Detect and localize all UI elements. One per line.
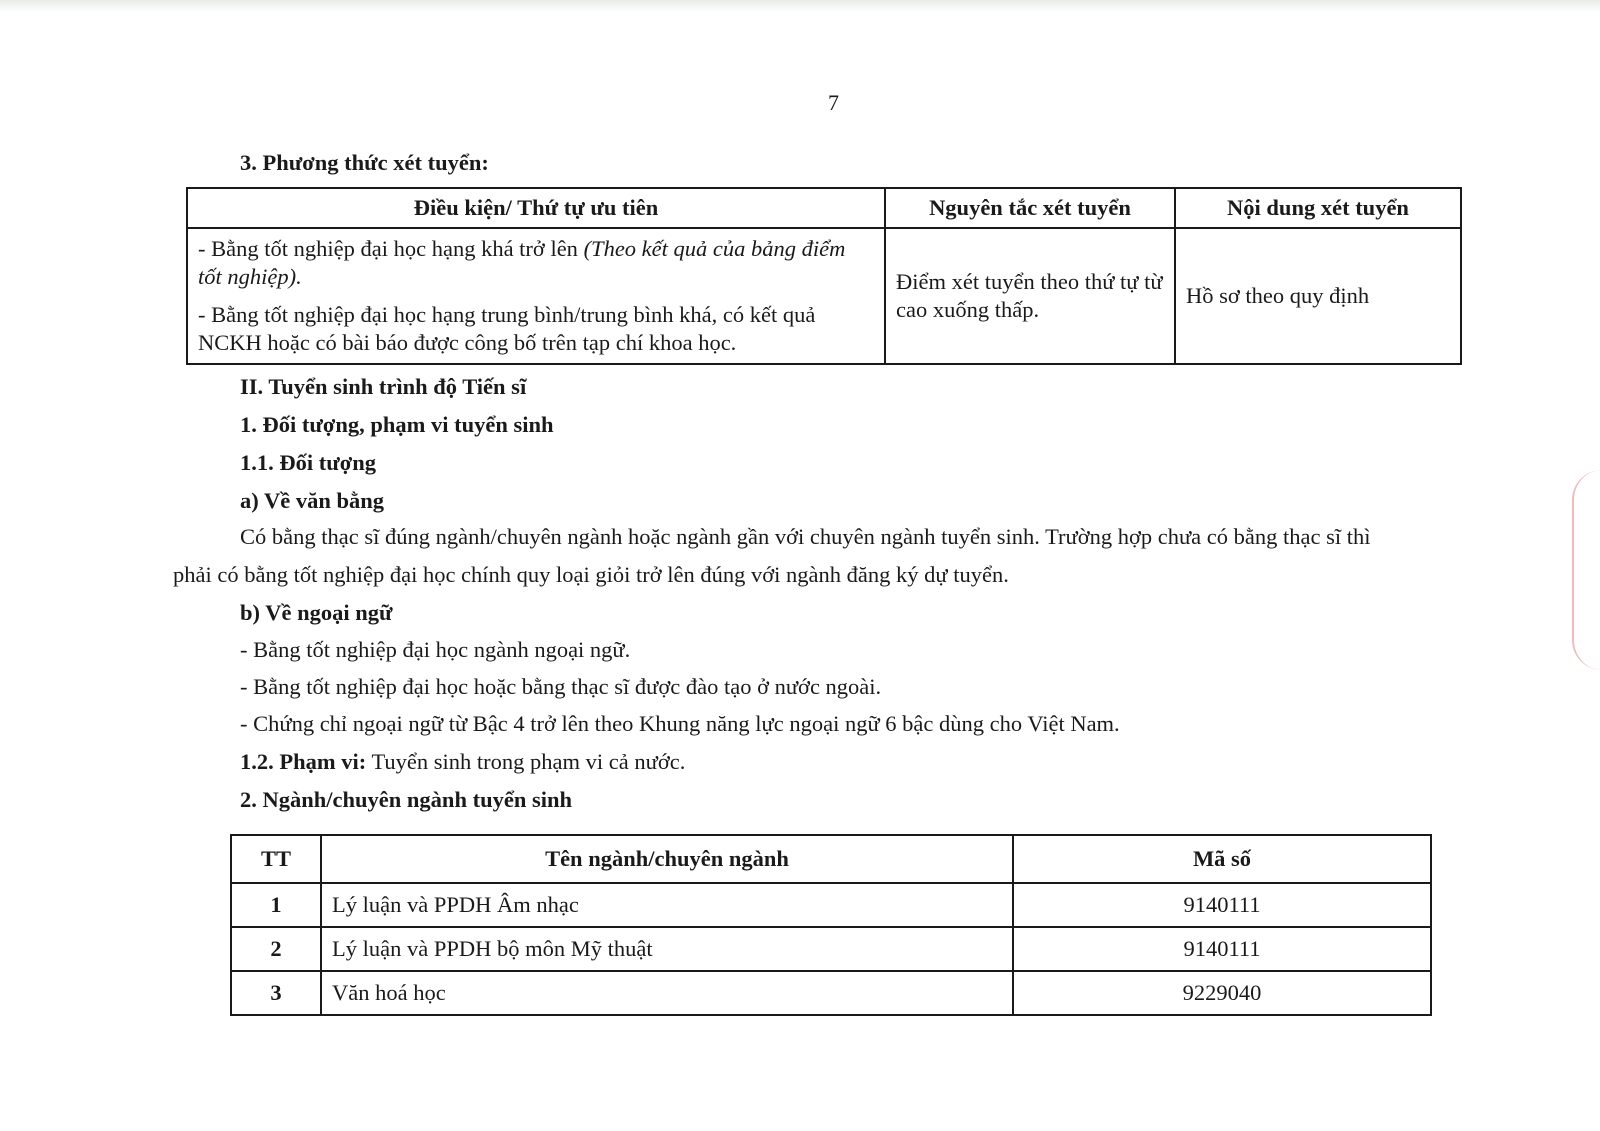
red-seal-edge [1572,470,1600,670]
scope-line [240,749,685,775]
row-tt: 1 [231,883,321,927]
table-row [231,883,1431,927]
table-header-row [187,188,1461,228]
scan-edge [0,0,1600,12]
language-item: - Bằng tốt nghiệp đại học hoặc bằng thạc sĩ được đào tạo ở nước ngoài. [240,674,882,699]
header-major-name: Tên ngành/chuyên ngành [321,835,1013,883]
scope-label: 1.2. Phạm vi: [240,749,367,774]
table-header-row [231,835,1431,883]
degree-paragraph-line-1: Có bằng thạc sĩ đúng ngành/chuyên ngành hoặc ngành gần với chuyên ngành tuyển sinh. Trường hợp chưa có bằng thạc sĩ thì [240,524,1371,549]
section-1-heading: 1. Đối tượng, phạm vi tuyển sinh [240,412,554,437]
section-a-heading: a) Về văn bằng [240,488,384,513]
header-conditions: Điều kiện/ Thứ tự ưu tiên [187,188,885,228]
header-principle: Nguyên tắc xét tuyển [885,188,1175,228]
scope-text: Tuyển sinh trong phạm vi cả nước. [366,749,686,774]
table-row [187,228,1461,364]
condition-1 [198,235,874,291]
page-number: 7 [828,90,839,115]
row-major-name: Lý luận và PPDH Âm nhạc [321,883,1013,927]
condition-2: - Bằng tốt nghiệp đại học hạng trung bình/trung bình khá, có kết quả NCKH hoặc có bài báo được công bố trên tạp chí khoa học. [198,302,816,355]
header-tt: TT [231,835,321,883]
row-tt: 3 [231,971,321,1015]
section-b-heading: b) Về ngoại ngữ [240,600,393,625]
section-1-1-heading: 1.1. Đối tượng [240,450,376,475]
row-code: 9229040 [1013,971,1431,1015]
language-item: - Chứng chỉ ngoại ngữ từ Bậc 4 trở lên theo Khung năng lực ngoại ngữ 6 bậc dùng cho Việt Nam. [240,711,1120,736]
principle-cell: Điểm xét tuyển theo thứ tự từ cao xuống thấp. [885,228,1175,364]
row-major-name: Văn hoá học [321,971,1013,1015]
conditions-cell [187,228,885,364]
language-item: - Bằng tốt nghiệp đại học ngành ngoại ngữ. [240,637,631,662]
table-row [231,971,1431,1015]
header-code: Mã số [1013,835,1431,883]
majors-table [230,834,1432,1016]
section-3-heading: 3. Phương thức xét tuyển: [240,150,489,175]
row-code: 9140111 [1013,883,1431,927]
section-2-heading: 2. Ngành/chuyên ngành tuyển sinh [240,787,572,812]
header-content: Nội dung xét tuyển [1175,188,1461,228]
part-2-heading: II. Tuyển sinh trình độ Tiến sĩ [240,374,527,399]
row-tt: 2 [231,927,321,971]
content-cell: Hồ sơ theo quy định [1175,228,1461,364]
table-row [231,927,1431,971]
condition-1-text: - Bằng tốt nghiệp đại học hạng khá trở lên [198,236,584,261]
row-major-name: Lý luận và PPDH bộ môn Mỹ thuật [321,927,1013,971]
admission-methods-table [186,187,1462,365]
degree-paragraph-line-2: phải có bằng tốt nghiệp đại học chính quy loại giỏi trở lên đúng với ngành đăng ký dự tuyển. [173,562,1009,587]
row-code: 9140111 [1013,927,1431,971]
condition-1-note: (Theo kết quả của bảng điểm tốt nghiệp). [198,236,846,289]
